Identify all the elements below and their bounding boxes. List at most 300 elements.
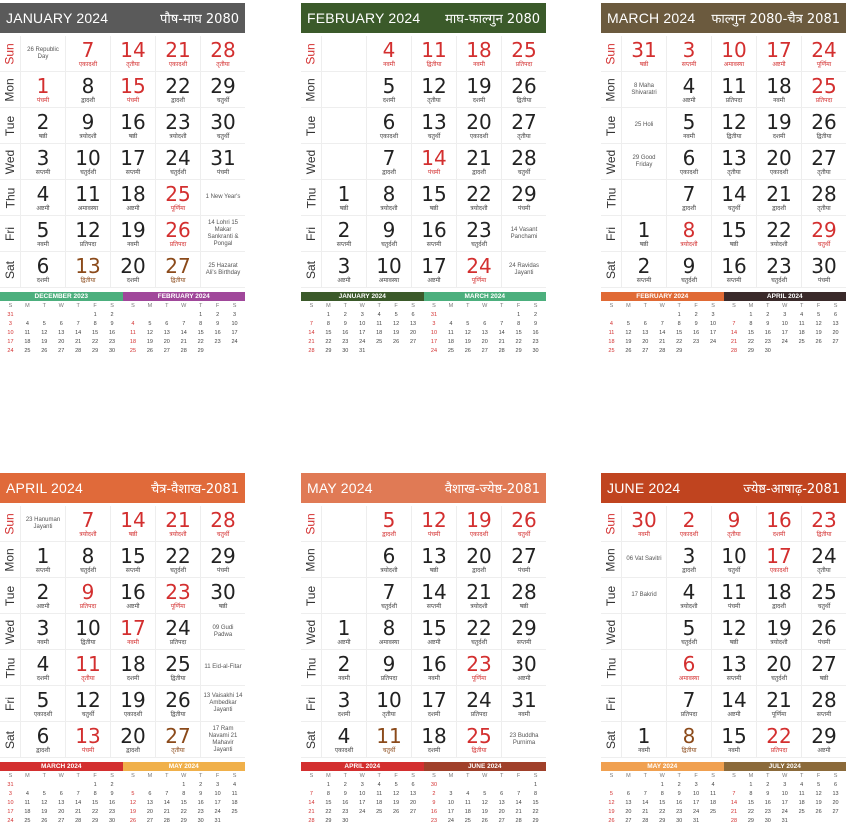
date-number: 4 [682, 74, 696, 98]
mini-date: 17 [781, 800, 788, 806]
date-cell[interactable] [200, 506, 245, 542]
empty-cell [321, 36, 366, 72]
date-cell[interactable] [20, 180, 65, 216]
mini-date: 4 [233, 782, 237, 788]
date-number: 9 [682, 254, 696, 278]
date-cell[interactable] [666, 180, 711, 216]
date-cell[interactable] [456, 36, 501, 72]
date-number: 15 [721, 218, 747, 242]
date-cell[interactable] [456, 650, 501, 686]
date-cell[interactable] [200, 72, 245, 108]
date-cell[interactable] [801, 542, 846, 578]
date-cell[interactable] [20, 542, 65, 578]
date-cell[interactable] [456, 252, 501, 288]
date-cell[interactable] [110, 72, 155, 108]
date-cell[interactable] [155, 614, 200, 650]
mini-calendar-grid [0, 771, 123, 827]
tithi-label: द्वितीया [681, 747, 697, 754]
date-cell[interactable] [756, 722, 801, 758]
date-cell[interactable] [200, 108, 245, 144]
date-cell[interactable] [666, 722, 711, 758]
date-cell[interactable] [65, 722, 110, 758]
date-cell[interactable] [501, 180, 546, 216]
day-name [301, 252, 321, 288]
day-name [301, 72, 321, 108]
date-cell[interactable] [366, 108, 411, 144]
mini-calendar-title: JANUARY 2024 [301, 292, 424, 301]
date-cell[interactable] [711, 722, 756, 758]
mini-date [476, 781, 493, 790]
mini-date: 28 [642, 818, 649, 824]
date-cell[interactable] [110, 686, 155, 722]
tithi-label: षष्ठी [819, 675, 829, 682]
date-cell[interactable] [155, 216, 200, 252]
date-number: 7 [682, 688, 696, 712]
date-cell[interactable] [756, 506, 801, 542]
date-cell[interactable] [456, 506, 501, 542]
date-cell[interactable] [621, 722, 666, 758]
date-cell[interactable] [801, 36, 846, 72]
holiday-note-cell [621, 542, 666, 578]
date-cell[interactable] [65, 614, 110, 650]
date-number: 16 [721, 254, 747, 278]
tithi-label: चतुर्दशी [770, 675, 788, 682]
date-cell[interactable] [366, 506, 411, 542]
date-cell[interactable] [411, 144, 456, 180]
date-cell[interactable] [200, 542, 245, 578]
tithi-label: त्रयोदशी [79, 531, 97, 538]
mini-day-header: T [499, 773, 504, 779]
date-cell[interactable] [711, 686, 756, 722]
date-cell[interactable] [501, 506, 546, 542]
month-grid [601, 36, 846, 288]
date-cell[interactable] [711, 108, 756, 144]
day-name [601, 578, 621, 614]
day-name [0, 72, 20, 108]
date-cell[interactable] [366, 144, 411, 180]
date-cell[interactable] [20, 650, 65, 686]
mini-date: 16 [430, 809, 438, 815]
date-cell[interactable] [456, 578, 501, 614]
date-cell[interactable] [65, 216, 110, 252]
date-cell[interactable] [666, 578, 711, 614]
mini-date: 7 [182, 321, 186, 327]
date-cell[interactable] [65, 542, 110, 578]
date-number: 29 [811, 724, 837, 748]
date-cell[interactable] [200, 144, 245, 180]
date-cell[interactable] [20, 722, 65, 758]
tithi-label: द्वादशी [772, 205, 786, 212]
date-cell[interactable] [456, 72, 501, 108]
mini-date: 13 [146, 800, 153, 806]
date-cell[interactable] [411, 542, 456, 578]
date-cell[interactable] [155, 72, 200, 108]
mini-date: 11 [448, 330, 454, 336]
date-cell[interactable] [20, 578, 65, 614]
date-cell[interactable] [65, 36, 110, 72]
date-cell[interactable] [456, 216, 501, 252]
date-cell[interactable] [155, 722, 200, 758]
mini-date: 25 [24, 818, 31, 824]
mini-date: 28 [730, 348, 738, 354]
date-cell[interactable] [756, 686, 801, 722]
date-number: 1 [337, 616, 351, 640]
date-number: 7 [382, 146, 396, 170]
date-number: 11 [421, 38, 447, 62]
mini-date: 28 [163, 818, 170, 824]
date-cell[interactable] [501, 144, 546, 180]
date-cell[interactable] [366, 650, 411, 686]
date-cell[interactable] [155, 650, 200, 686]
mini-calendar [424, 292, 547, 357]
date-number: 4 [682, 580, 696, 604]
tithi-label: चतुर्दशी [470, 241, 488, 248]
date-cell[interactable] [801, 650, 846, 686]
date-cell[interactable] [110, 144, 155, 180]
holiday-note: 06 Vat Savitri [626, 556, 662, 562]
date-cell[interactable] [801, 506, 846, 542]
date-cell[interactable] [366, 252, 411, 288]
mini-date [459, 311, 476, 320]
mini-day-header: S [732, 303, 736, 309]
date-cell[interactable] [411, 72, 456, 108]
holiday-note-cell [20, 506, 65, 542]
date-cell[interactable] [711, 252, 756, 288]
date-number: 27 [165, 724, 191, 748]
date-cell[interactable] [711, 506, 756, 542]
date-cell[interactable] [20, 686, 65, 722]
date-number: 22 [165, 544, 191, 568]
date-cell[interactable] [621, 36, 666, 72]
mini-day-header: M [326, 303, 331, 309]
date-cell[interactable] [411, 686, 456, 722]
date-cell[interactable] [411, 722, 456, 758]
tithi-label: त्रयोदशी [380, 205, 398, 212]
date-cell[interactable] [366, 542, 411, 578]
date-cell[interactable] [801, 578, 846, 614]
date-cell[interactable] [110, 252, 155, 288]
day-name-label: Fri [304, 696, 318, 711]
date-cell[interactable] [801, 108, 846, 144]
date-cell[interactable] [366, 578, 411, 614]
date-cell[interactable] [411, 578, 456, 614]
date-cell[interactable] [456, 722, 501, 758]
date-number: 5 [682, 110, 696, 134]
tithi-label: एकादशी [168, 61, 188, 68]
holiday-note: 25 Hazarat Ali's Birthday [205, 262, 241, 276]
date-cell[interactable] [20, 144, 65, 180]
date-cell[interactable] [666, 108, 711, 144]
date-cell[interactable] [711, 144, 756, 180]
day-name [301, 108, 321, 144]
mini-date: 25 [464, 818, 471, 824]
empty-cell [321, 144, 366, 180]
date-cell[interactable] [155, 144, 200, 180]
date-cell[interactable] [65, 650, 110, 686]
day-name-label: Sat [303, 260, 318, 279]
date-cell[interactable] [411, 252, 456, 288]
date-cell[interactable] [366, 180, 411, 216]
date-cell[interactable] [110, 614, 155, 650]
mini-date: 21 [163, 809, 170, 815]
date-cell[interactable] [756, 650, 801, 686]
date-cell[interactable] [411, 36, 456, 72]
date-cell[interactable] [20, 72, 65, 108]
date-cell[interactable] [65, 252, 110, 288]
date-cell[interactable] [321, 180, 366, 216]
mini-calendar-title: JUNE 2024 [424, 762, 547, 771]
date-cell[interactable] [366, 614, 411, 650]
mini-date: 18 [464, 809, 471, 815]
mini-date: 11 [608, 330, 615, 336]
holiday-note: 23 Hanuman Jayanti [25, 516, 61, 530]
date-cell[interactable] [366, 722, 411, 758]
date-cell[interactable] [155, 180, 200, 216]
date-cell[interactable] [756, 144, 801, 180]
date-cell[interactable] [801, 216, 846, 252]
date-cell[interactable] [456, 108, 501, 144]
day-name [0, 108, 20, 144]
date-cell[interactable] [411, 180, 456, 216]
mini-date: 30 [676, 818, 683, 824]
date-cell[interactable] [65, 72, 110, 108]
date-cell[interactable] [756, 614, 801, 650]
date-number: 31 [631, 38, 657, 62]
date-cell[interactable] [666, 650, 711, 686]
date-cell[interactable] [711, 542, 756, 578]
date-cell[interactable] [711, 36, 756, 72]
date-cell[interactable] [666, 614, 711, 650]
date-cell[interactable] [666, 252, 711, 288]
mini-date: 19 [41, 339, 48, 345]
date-number: 30 [811, 254, 837, 278]
date-cell[interactable] [801, 722, 846, 758]
date-cell[interactable] [621, 216, 666, 252]
mini-date: 4 [800, 312, 804, 318]
date-cell[interactable] [411, 650, 456, 686]
date-cell[interactable] [501, 650, 546, 686]
tithi-label: एकादशी [469, 133, 489, 140]
tithi-label: षष्ठी [429, 205, 439, 212]
date-number: 11 [721, 74, 747, 98]
date-cell[interactable] [321, 252, 366, 288]
date-cell[interactable] [411, 108, 456, 144]
date-cell[interactable] [756, 542, 801, 578]
mini-calendar-grid [0, 301, 123, 357]
date-cell[interactable] [456, 542, 501, 578]
date-cell[interactable] [65, 578, 110, 614]
date-number: 12 [75, 218, 101, 242]
date-cell[interactable] [666, 36, 711, 72]
mini-date [620, 781, 637, 790]
date-cell[interactable] [411, 506, 456, 542]
date-number: 2 [36, 110, 50, 134]
date-cell[interactable] [501, 614, 546, 650]
date-number: 13 [421, 110, 447, 134]
date-cell[interactable] [756, 36, 801, 72]
date-cell[interactable] [801, 144, 846, 180]
date-cell[interactable] [711, 72, 756, 108]
date-cell[interactable] [666, 144, 711, 180]
date-cell[interactable] [200, 36, 245, 72]
mini-date: 15 [92, 800, 99, 806]
date-number: 25 [811, 580, 837, 604]
mini-date: 1 [517, 312, 521, 318]
date-cell[interactable] [666, 686, 711, 722]
holiday-note: 23 Buddha Purnima [509, 732, 539, 746]
date-cell[interactable] [366, 686, 411, 722]
date-cell[interactable] [110, 36, 155, 72]
date-cell[interactable] [321, 614, 366, 650]
date-cell[interactable] [501, 542, 546, 578]
mini-day-header: S [131, 303, 135, 309]
mini-date: 17 [359, 330, 366, 336]
date-cells [321, 36, 546, 288]
date-cell[interactable] [110, 108, 155, 144]
mini-date: 14 [642, 800, 649, 806]
date-cell[interactable] [155, 506, 200, 542]
mini-date: 14 [659, 330, 666, 336]
date-cell[interactable] [155, 578, 200, 614]
tithi-label: तृतीया [216, 61, 230, 68]
date-cell[interactable] [65, 686, 110, 722]
date-cell[interactable] [621, 506, 666, 542]
date-cell[interactable] [110, 180, 155, 216]
date-cell[interactable] [65, 180, 110, 216]
mini-day-header: S [411, 303, 415, 309]
date-cell[interactable] [456, 614, 501, 650]
date-cell[interactable] [155, 252, 200, 288]
date-cell[interactable] [756, 108, 801, 144]
mini-date: 18 [24, 339, 31, 345]
date-cell[interactable] [801, 252, 846, 288]
mini-date: 30 [764, 348, 771, 354]
date-cell[interactable] [801, 614, 846, 650]
date-cell[interactable] [110, 216, 155, 252]
date-cell[interactable] [501, 36, 546, 72]
day-name [301, 216, 321, 252]
date-cell[interactable] [756, 252, 801, 288]
date-cell[interactable] [801, 180, 846, 216]
date-cell[interactable] [711, 578, 756, 614]
date-cell[interactable] [666, 216, 711, 252]
date-cell[interactable] [801, 72, 846, 108]
date-cell[interactable] [155, 108, 200, 144]
date-cell[interactable] [501, 72, 546, 108]
empty-cell [321, 542, 366, 578]
date-cell[interactable] [155, 36, 200, 72]
date-cell[interactable] [711, 614, 756, 650]
date-cell[interactable] [20, 614, 65, 650]
date-cell[interactable] [411, 614, 456, 650]
date-cell[interactable] [321, 722, 366, 758]
date-number: 7 [81, 508, 95, 532]
date-cell[interactable] [756, 72, 801, 108]
date-cell[interactable] [501, 686, 546, 722]
date-cell[interactable] [756, 578, 801, 614]
date-cell[interactable] [20, 108, 65, 144]
date-cell[interactable] [501, 578, 546, 614]
date-cell[interactable] [110, 722, 155, 758]
date-cell[interactable] [155, 542, 200, 578]
date-cell[interactable] [711, 180, 756, 216]
date-cell[interactable] [756, 216, 801, 252]
date-cell[interactable] [321, 216, 366, 252]
day-name [0, 578, 20, 614]
date-cell[interactable] [801, 686, 846, 722]
date-cell[interactable] [501, 108, 546, 144]
mini-calendar [724, 292, 847, 357]
tithi-label: एकादशी [769, 169, 789, 176]
date-number: 18 [766, 74, 792, 98]
holiday-note: 17 Ram Navami 21 Mahavir Jayanti [208, 725, 238, 753]
date-cell[interactable] [366, 72, 411, 108]
date-cell[interactable] [456, 144, 501, 180]
day-name-label: Sat [603, 260, 618, 279]
mini-date: 11 [24, 330, 31, 336]
date-cell[interactable] [711, 216, 756, 252]
date-cell[interactable] [756, 180, 801, 216]
date-number: 19 [120, 688, 146, 712]
date-cell[interactable] [366, 216, 411, 252]
date-number: 31 [511, 688, 537, 712]
tithi-label: पंचमी [817, 639, 831, 646]
date-cell[interactable] [110, 506, 155, 542]
date-cell[interactable] [110, 578, 155, 614]
date-cell[interactable] [366, 36, 411, 72]
mini-date: 1 [326, 782, 330, 788]
date-cell[interactable] [65, 144, 110, 180]
date-cell[interactable] [20, 252, 65, 288]
date-cell[interactable] [110, 650, 155, 686]
holiday-note: 13 Vaisakhi 14 Ambedkar Jayanti [203, 693, 243, 713]
tithi-label: एकादशी [78, 61, 98, 68]
mini-date: 10 [214, 791, 221, 797]
month-feb [301, 3, 546, 357]
mini-date: 8 [326, 791, 330, 797]
mini-date: 22 [92, 809, 99, 815]
tithi-label: एकादशी [123, 711, 143, 718]
mini-date: 11 [376, 791, 383, 797]
mini-date [70, 781, 87, 790]
mini-date: 2 [343, 782, 347, 788]
date-cell[interactable] [321, 650, 366, 686]
date-cell[interactable] [200, 578, 245, 614]
date-cell[interactable] [65, 108, 110, 144]
date-cell[interactable] [711, 650, 756, 686]
date-cell[interactable] [666, 506, 711, 542]
date-cells [20, 36, 245, 288]
mini-date: 25 [376, 339, 383, 345]
date-cell[interactable] [155, 686, 200, 722]
date-cell[interactable] [621, 252, 666, 288]
mini-date: 3 [783, 312, 787, 318]
day-name [601, 686, 621, 722]
date-cell[interactable] [110, 542, 155, 578]
date-cell[interactable] [321, 686, 366, 722]
date-cells [621, 506, 846, 758]
date-cell[interactable] [666, 72, 711, 108]
date-cell[interactable] [20, 216, 65, 252]
mini-day-header: T [799, 303, 804, 309]
date-cell[interactable] [456, 180, 501, 216]
day-name [601, 722, 621, 758]
date-cell[interactable] [456, 686, 501, 722]
mini-calendar-grid [424, 301, 547, 357]
date-cell[interactable] [666, 542, 711, 578]
date-cell[interactable] [65, 506, 110, 542]
date-cell[interactable] [411, 216, 456, 252]
